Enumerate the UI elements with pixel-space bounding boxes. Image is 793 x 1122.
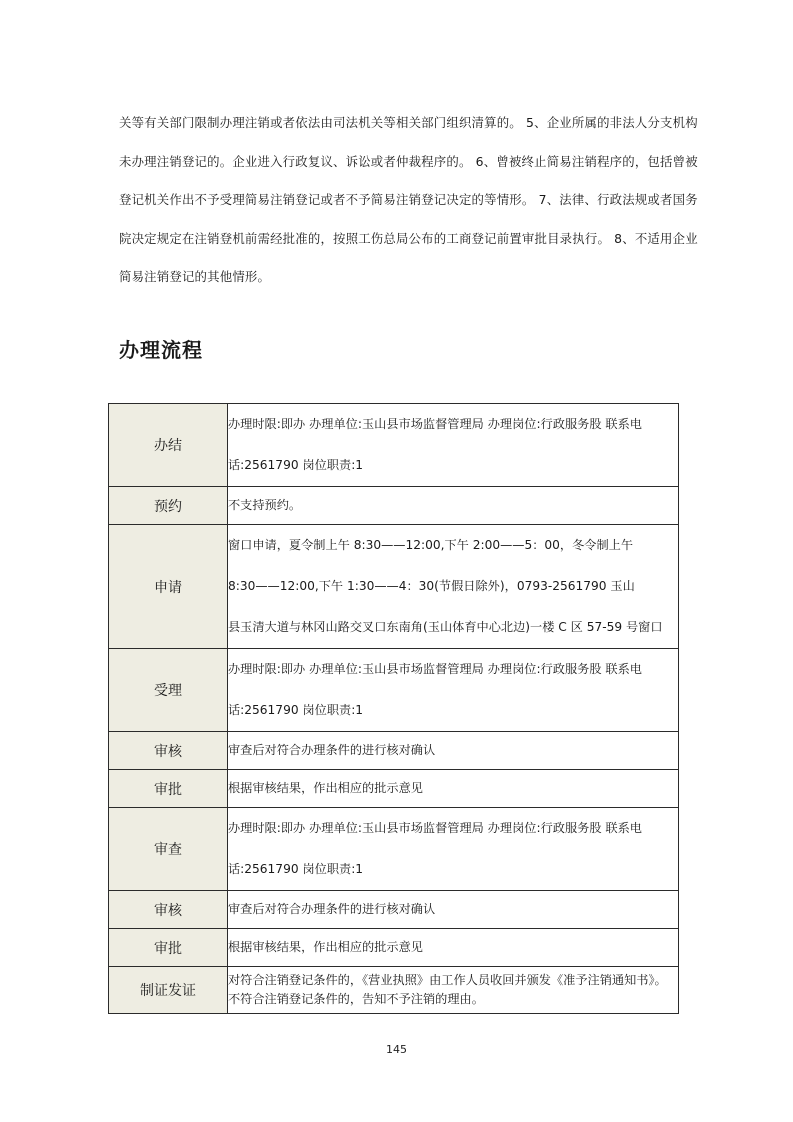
- step-content: [228, 808, 679, 891]
- content-line: 办理时限:即办 办理单位:玉山县市场监督管理局 办理岗位:行政服务股 联系电: [228, 417, 642, 431]
- step-content: [228, 404, 679, 487]
- paragraph-line: 简易注销登记的其他情形。: [119, 269, 271, 284]
- step-content: [228, 487, 679, 525]
- content-line: 审查后对符合办理条件的进行核对确认: [228, 902, 436, 916]
- content-line: 8:30——12:00,下午 1:30——4：30(节假日除外)，0793-2561790 玉山: [228, 579, 635, 593]
- content-line: 窗口申请，夏令制上午 8:30——12:00,下午 2:00——5：00，冬令制上午: [228, 538, 634, 552]
- table-row: [109, 525, 679, 649]
- paragraph-line: 院决定规定在注销登机前需经批准的，按照工伤总局公布的工商登记前置审批目录执行。 8、不适用企业: [119, 230, 698, 246]
- step-content: [228, 929, 679, 967]
- step-label: 申请: [109, 525, 228, 649]
- table-row: [109, 770, 679, 808]
- step-content: [228, 732, 679, 770]
- content-line: 对符合注销登记条件的，《营业执照》由工作人员收回并颁发《准予注销通知书》。: [228, 973, 667, 987]
- paragraph-line: 关等有关部门限制办理注销或者依法由司法机关等相关部门组织清算的。 5、企业所属的非法人分支机构: [119, 115, 698, 130]
- content-line: 话:2561790 岗位职责:1: [228, 458, 364, 472]
- step-content: [228, 525, 679, 649]
- step-label: 预约: [109, 487, 228, 525]
- content-line: 不符合注销登记条件的，告知不予注销的理由。: [228, 992, 484, 1006]
- content-line: 话:2561790 岗位职责:1: [228, 703, 364, 717]
- step-content: [228, 967, 679, 1014]
- step-label: 审核: [109, 891, 228, 929]
- step-label: 审批: [109, 929, 228, 967]
- step-label: 办结: [109, 404, 228, 487]
- body-paragraph: [119, 104, 698, 297]
- step-label: 受理: [109, 649, 228, 732]
- step-content: [228, 891, 679, 929]
- step-label: 审查: [109, 808, 228, 891]
- table-row: [109, 808, 679, 891]
- content-line: 话:2561790 岗位职责:1: [228, 862, 364, 876]
- content-line: 审查后对符合办理条件的进行核对确认: [228, 743, 436, 757]
- step-label: 制证发证: [109, 967, 228, 1014]
- page-number: 145: [386, 1043, 407, 1056]
- step-label: 审批: [109, 770, 228, 808]
- content-line: 县玉清大道与林冈山路交叉口东南角(玉山体育中心北边)一楼 C 区 57-59 号窗口: [228, 620, 663, 634]
- table-row: [109, 487, 679, 525]
- step-content: [228, 770, 679, 808]
- table-row: [109, 967, 679, 1014]
- table-row: [109, 649, 679, 732]
- table-row: [109, 891, 679, 929]
- content-line: 办理时限:即办 办理单位:玉山县市场监督管理局 办理岗位:行政服务股 联系电: [228, 821, 642, 835]
- content-line: 不支持预约。: [228, 498, 302, 512]
- content-line: 办理时限:即办 办理单位:玉山县市场监督管理局 办理岗位:行政服务股 联系电: [228, 662, 642, 676]
- table-row: [109, 929, 679, 967]
- content-line: 根据审核结果，作出相应的批示意见: [228, 940, 423, 954]
- process-flow-table: [108, 403, 679, 1014]
- step-content: [228, 649, 679, 732]
- table-row: [109, 732, 679, 770]
- table-row: [109, 404, 679, 487]
- step-label: 审核: [109, 732, 228, 770]
- content-line: 根据审核结果，作出相应的批示意见: [228, 781, 423, 795]
- paragraph-line: 登记机关作出不予受理简易注销登记或者不予简易注销登记决定的等情形。 7、法律、行政法规或者国务: [119, 192, 698, 207]
- paragraph-line: 未办理注销登记的。企业进入行政复议、诉讼或者仲裁程序的。 6、曾被终止简易注销程序的，包括曾被: [119, 153, 698, 169]
- section-title: 办理流程: [119, 338, 203, 362]
